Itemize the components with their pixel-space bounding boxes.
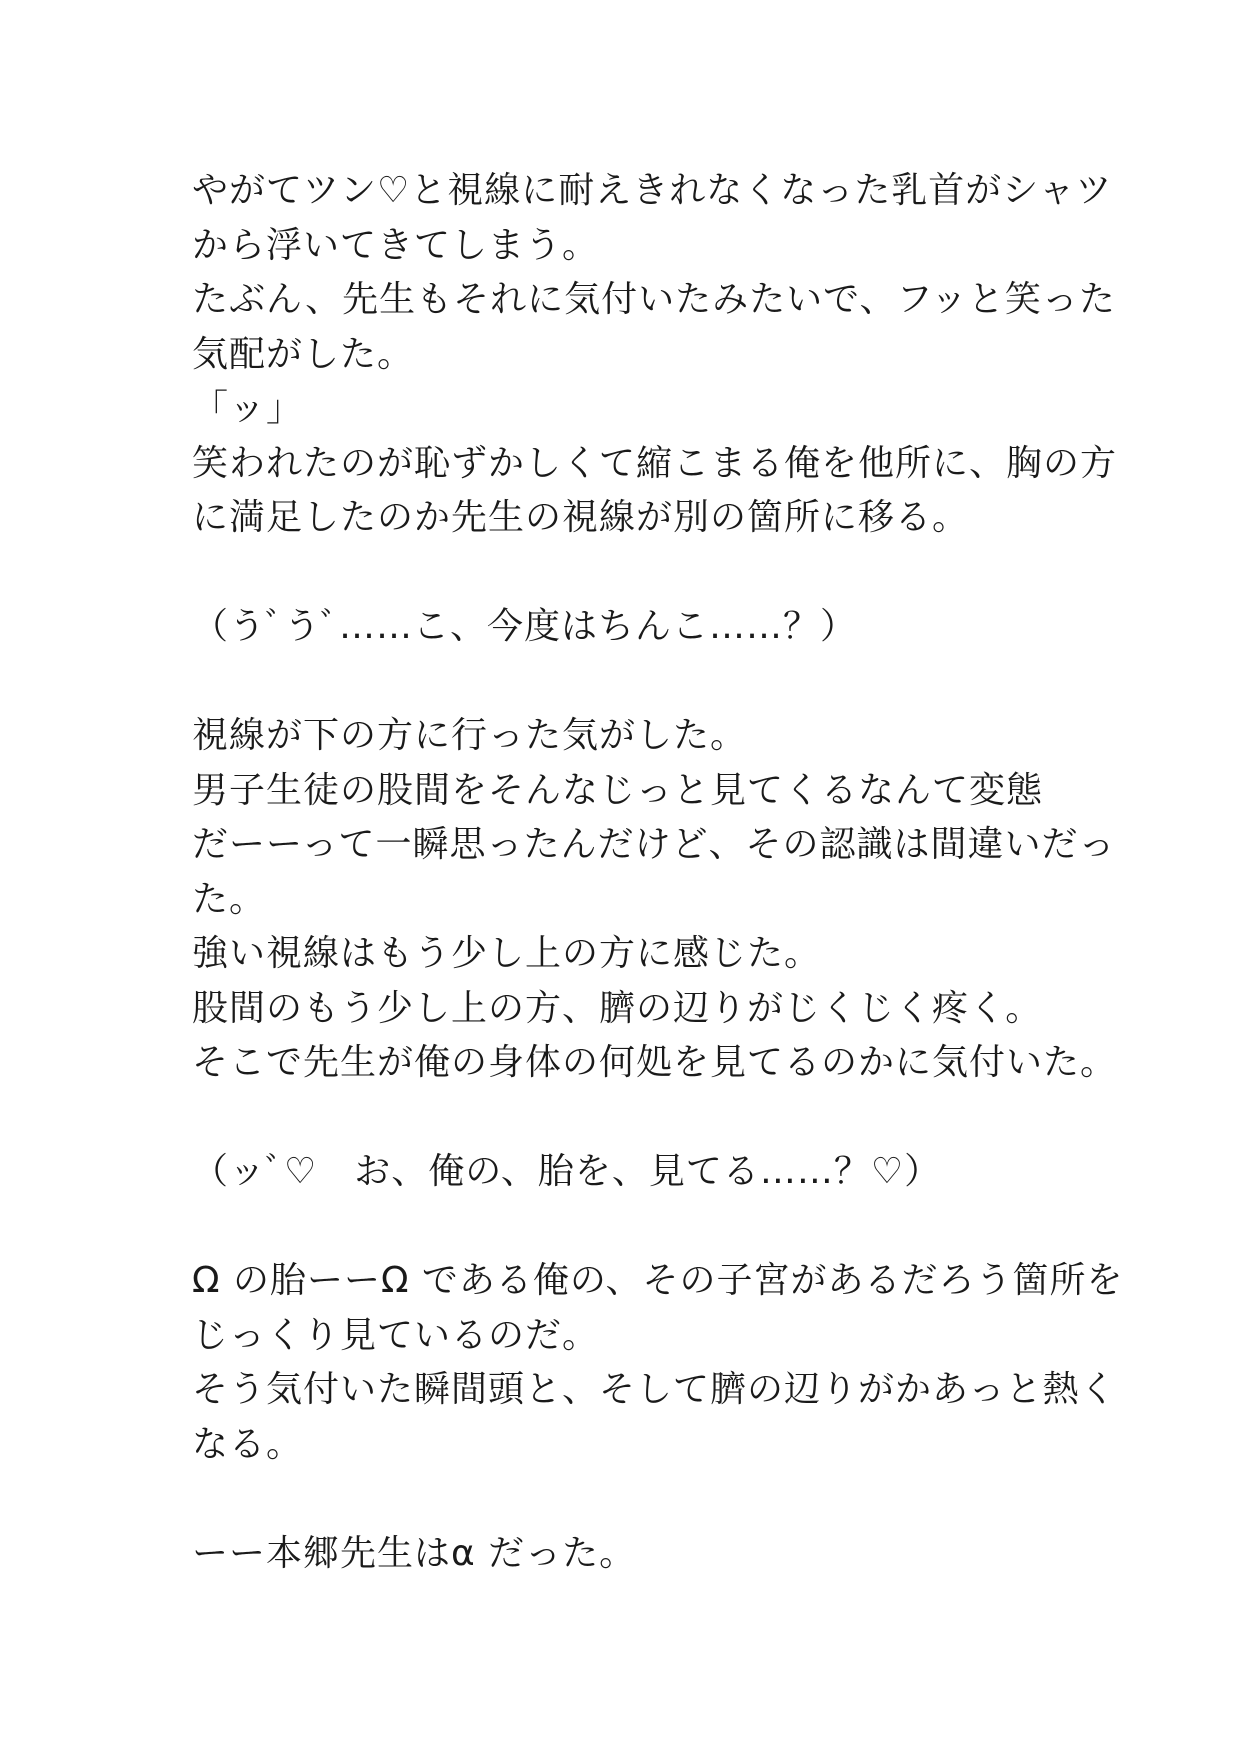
- text-line: ーー本郷先生はα だった。: [192, 1532, 637, 1574]
- text-line: だーーって一瞬思ったんだけど、その認識は間違いだっ: [192, 824, 1116, 865]
- text-line: 股間のもう少し上の方、臍の辺りがじくじく疼く。: [192, 987, 1043, 1029]
- text-line: から浮いてきてしまう。: [192, 224, 600, 266]
- text-line: じっくり見ているのだ。: [192, 1314, 600, 1356]
- text-line: た。: [192, 878, 267, 920]
- novel-text-body: [192, 164, 1124, 1581]
- blank-line: [192, 655, 1072, 710]
- blank-line: [192, 546, 1072, 601]
- blank-line: [192, 1091, 1072, 1146]
- text-line: （うﾞうﾞ……こ、今度はちんこ……？）: [192, 606, 858, 647]
- blank-line: [192, 1472, 1072, 1527]
- text-line: 強い視線はもう少し上の方に感じた。: [192, 933, 822, 974]
- text-line: Ω の胎ーーΩ である俺の、その子宮があるだろう箇所を: [192, 1260, 1124, 1301]
- text-line: に満足したのか先生の視線が別の箇所に移る。: [192, 497, 970, 538]
- text-line: 「ッ」: [192, 388, 304, 429]
- text-line: 視線が下の方に行った気がした。: [192, 715, 748, 756]
- text-line: 笑われたのが恥ずかしくて縮こまる俺を他所に、胸の方: [192, 442, 1118, 484]
- blank-line: [192, 1200, 1072, 1255]
- text-line: なる。: [192, 1423, 304, 1465]
- text-line: そこで先生が俺の身体の何処を見てるのかに気付いた。: [192, 1042, 1118, 1083]
- text-line: 気配がした。: [192, 333, 415, 375]
- text-line: （ッﾞ♡ お、俺の、胎を、見てる……？♡）: [192, 1151, 942, 1192]
- text-line: そう気付いた瞬間頭と、そして臍の辺りがかあっと熱く: [192, 1369, 1117, 1410]
- text-line: 男子生徒の股間をそんなじっと見てくるなんて変態: [192, 769, 1044, 811]
- text-line: たぶん、先生もそれに気付いたみたいで、フッと笑った: [192, 279, 1116, 320]
- text-line: やがてツン♡と視線に耐えきれなくなった乳首がシャツ: [192, 170, 1113, 211]
